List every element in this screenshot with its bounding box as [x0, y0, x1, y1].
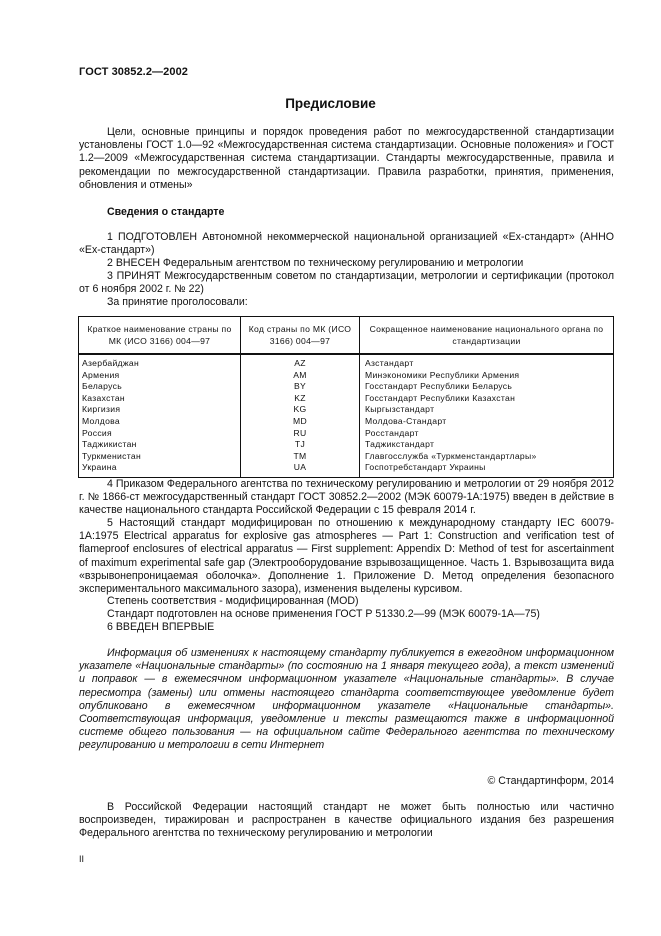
- voted-label: За принятие проголосовали:: [107, 296, 248, 308]
- table-header-row: [79, 317, 614, 355]
- country-code: AZ: [241, 354, 360, 370]
- intro-paragraph: Цели, основные принципы и порядок проведения работ по межгосударственной стандартизации установлены ГОСТ 1.0—92 «Межгосударственная система стандартизации. Основные положения» и ГОСТ 1.2—2009 «Межгосударственная система стандартизации. Стандарты межгосударственные, правила и рекомендации по межгосударственной стандартизации. Правила разработки, принятия, применения, обновления и отмены»: [79, 126, 614, 191]
- country-name: Россия: [79, 428, 241, 440]
- country-code: BY: [241, 381, 360, 393]
- standards-body: Таджикстандарт: [360, 439, 614, 451]
- standards-body: Кыргызстандарт: [360, 404, 614, 416]
- info-heading: Сведения о стандарте: [107, 206, 225, 218]
- table-row: [79, 462, 614, 477]
- item-2-introduced: 2 ВНЕСЕН Федеральным агентством по техническому регулированию и метрологии: [107, 257, 524, 269]
- country-name: Молдова: [79, 416, 241, 428]
- table-row: [79, 393, 614, 405]
- country-code: AM: [241, 370, 360, 382]
- standards-body: Госпотребстандарт Украины: [360, 462, 614, 477]
- country-name: Азербайджан: [79, 354, 241, 370]
- standards-body: Росстандарт: [360, 428, 614, 440]
- amendments-notice: Информация об изменениях к настоящему стандарту публикуется в ежегодном информационном указателе «Национальные стандарты» (по состоянию на 1 января текущего года), а текст изменений и поправок — в ежемесячном информационном указателе «Национальные стандарты». В случае пересмотра (замены) или отмены настоящего стандарта соответствующее уведомление будет опубликовано в ежемесячном информационном указателе «Национальные стандарты». Соответствующая информация, уведомление и тексты размещаются также в информационной системе общего пользования — на официальном сайте Федерального агентства по техническому регулированию и метрологии в сети Интернет: [79, 647, 614, 752]
- reproduction-notice: В Российской Федерации настоящий стандарт не может быть полностью или частично воспроизведен, тиражирован и распространен в качестве официального издания без разрешения Федерального агентства по техническому регулированию и метрологии: [79, 801, 614, 840]
- voting-countries-table: [78, 316, 614, 478]
- standards-body: Госстандарт Республики Казахстан: [360, 393, 614, 405]
- country-name: Украина: [79, 462, 241, 477]
- standards-body: Госстандарт Республики Беларусь: [360, 381, 614, 393]
- item-4-order: 4 Приказом Федерального агентства по техническому регулированию и метрологии от 29 ноября 2012 г. № 1866-ст межгосударственный стандарт ГОСТ 30852.2—2002 (МЭК 60079-1А:1975) введен в действие в качестве национального стандарта Российской Федерации с 15 февраля 2014 г.: [79, 478, 614, 517]
- table-row: [79, 451, 614, 463]
- table-row: [79, 354, 614, 370]
- page-number: II: [79, 854, 85, 864]
- header-country-code: Код страны по МК (ИСО 3166) 004—97: [241, 317, 360, 355]
- basis-standard: Стандарт подготовлен на основе применения ГОСТ Р 51330.2—99 (МЭК 60079-1А—75): [107, 608, 540, 620]
- country-name: Киргизия: [79, 404, 241, 416]
- table-row: [79, 381, 614, 393]
- standards-body: Азстандарт: [360, 354, 614, 370]
- table-row: [79, 416, 614, 428]
- country-name: Туркменистан: [79, 451, 241, 463]
- degree-of-conformity: Степень соответствия - модифицированная (MOD): [107, 595, 359, 607]
- item-3-adopted: 3 ПРИНЯТ Межгосударственным советом по стандартизации, метрологии и сертификации (протокол от 6 ноября 2002 г. № 22): [79, 270, 614, 296]
- standards-body: Минэкономики Республики Армения: [360, 370, 614, 382]
- table-row: [79, 428, 614, 440]
- country-code: UA: [241, 462, 360, 477]
- item-5-modified: 5 Настоящий стандарт модифицирован по отношению к международному стандарту IEC 60079-1A:1975 Electrical apparatus for explosive gas atmospheres — Part 1: Construction and verification test of flameproof enclosures of electrical apparatus — First supplement: Appendix D: Method of test for ascertainment of maximum experimental safe gap (Электрооборудование взрывозащищенное. Часть 1. Взрывозащита вида «взрывонепроницаемая оболочка». Дополнение 1. Приложение D. Метод определения безопасного экспериментального максимального зазора), изменения выделены курсивом.: [79, 517, 614, 596]
- item-6-first-introduced: 6 ВВЕДЕН ВПЕРВЫЕ: [107, 621, 215, 633]
- document-code-header: ГОСТ 30852.2—2002: [79, 66, 189, 78]
- table-row: [79, 439, 614, 451]
- item-1-prepared: 1 ПОДГОТОВЛЕН Автономной некоммерческой национальной организацией «Ех-стандарт» (АННО «Ех-стандарт»): [79, 231, 614, 257]
- standards-body: Молдова-Стандарт: [360, 416, 614, 428]
- page-title: Предисловие: [285, 96, 376, 111]
- country-name: Таджикистан: [79, 439, 241, 451]
- table-row: [79, 370, 614, 382]
- table-row: [79, 404, 614, 416]
- country-code: MD: [241, 416, 360, 428]
- country-code: KG: [241, 404, 360, 416]
- country-code: TJ: [241, 439, 360, 451]
- country-code: TM: [241, 451, 360, 463]
- standards-body: Главгосслужба «Туркменстандартлары»: [360, 451, 614, 463]
- country-code: KZ: [241, 393, 360, 405]
- country-name: Армения: [79, 370, 241, 382]
- header-country-name: Краткое наименование страны по МК (ИСО 3166) 004—97: [79, 317, 241, 355]
- header-standards-body: Сокращенное наименование национального органа по стандартизации: [360, 317, 614, 355]
- country-name: Беларусь: [79, 381, 241, 393]
- country-code: RU: [241, 428, 360, 440]
- country-name: Казахстан: [79, 393, 241, 405]
- copyright: © Стандартинформ, 2014: [487, 775, 614, 787]
